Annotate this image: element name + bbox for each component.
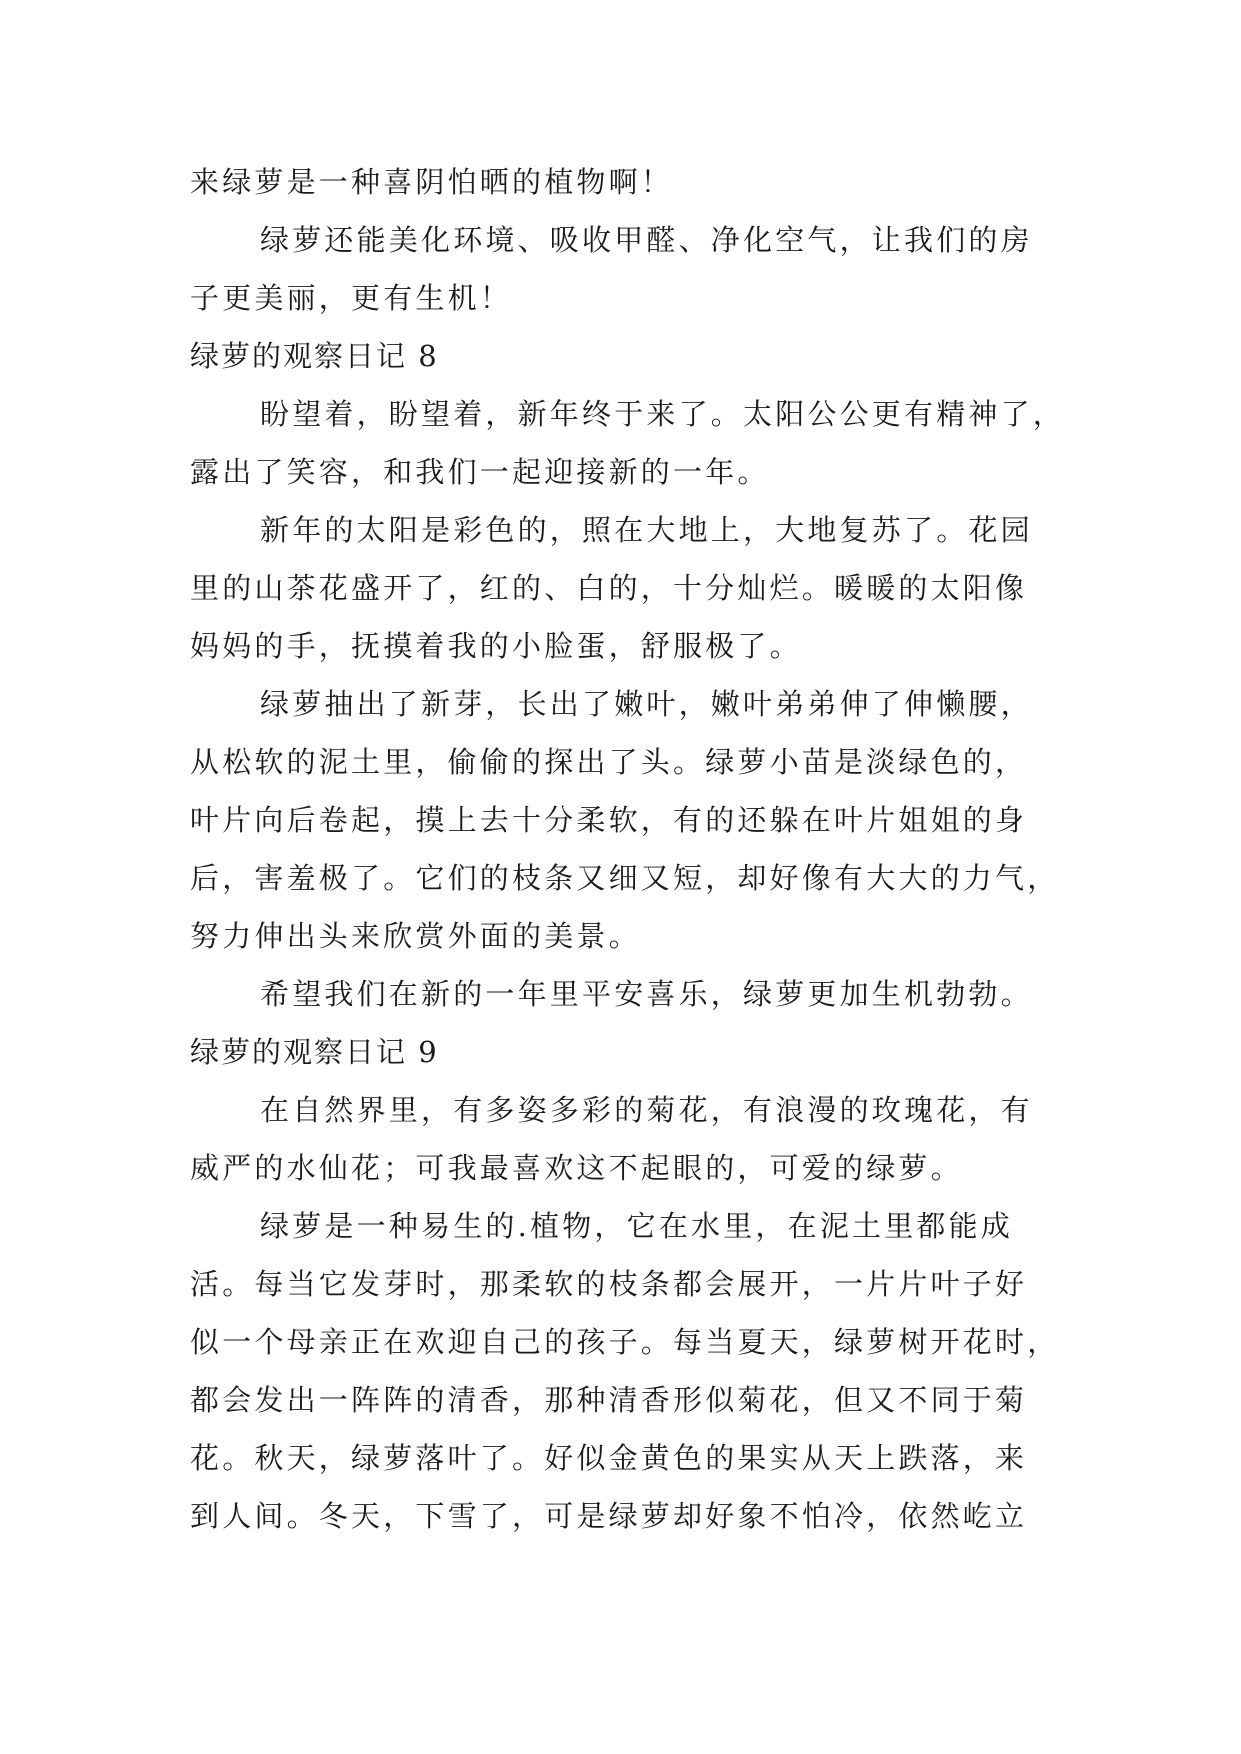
body-line: 到人间。冬天，下雪了，可是绿萝却好象不怕冷，依然屹立: [190, 1499, 1028, 1533]
body-line: 子更美丽，更有生机！: [190, 281, 513, 315]
body-line: 活。每当它发芽时，那柔软的枝条都会展开，一片片叶子好: [190, 1267, 1028, 1301]
section-heading-8: 绿萝的观察日记 8: [190, 339, 439, 373]
paragraph-first-line: 盼望着，盼望着，新年终于来了。太阳公公更有精神了，: [260, 397, 1066, 431]
body-line: 来绿萝是一种喜阴怕晒的植物啊！: [190, 165, 674, 199]
body-line: 妈妈的手，抚摸着我的小脸蛋，舒服极了。: [190, 629, 802, 663]
paragraph-first-line: 在自然界里，有多姿多彩的菊花，有浪漫的玫瑰花，有: [260, 1093, 1033, 1127]
paragraph-first-line: 希望我们在新的一年里平安喜乐，绿萝更加生机勃勃。: [260, 977, 1033, 1011]
paragraph-first-line: 绿萝抽出了新芽，长出了嫩叶，嫩叶弟弟伸了伸懒腰，: [260, 687, 1033, 721]
body-line: 叶片向后卷起，摸上去十分柔软，有的还躲在叶片姐姐的身: [190, 803, 1028, 837]
body-line: 威严的水仙花；可我最喜欢这不起眼的，可爱的绿萝。: [190, 1151, 963, 1185]
body-line: 花。秋天，绿萝落叶了。好似金黄色的果实从天上跌落，来: [190, 1441, 1028, 1475]
body-line: 露出了笑容，和我们一起迎接新的一年。: [190, 455, 770, 489]
body-line: 努力伸出头来欣赏外面的美景。: [190, 919, 641, 953]
paragraph-first-line: 新年的太阳是彩色的，照在大地上，大地复苏了。花园: [260, 513, 1033, 547]
document-body: [190, 153, 1066, 1545]
body-line: 都会发出一阵阵的清香，那种清香形似菊花，但又不同于菊: [190, 1383, 1028, 1417]
paragraph-first-line: 绿萝是一种易生的.植物，它在水里，在泥土里都能成: [260, 1209, 1014, 1243]
paragraph-first-line: 绿萝还能美化环境、吸收甲醛、净化空气，让我们的房: [260, 223, 1033, 257]
body-line: 后，害羞极了。它们的枝条又细又短，却好像有大大的力气，: [190, 861, 1060, 895]
body-line: 里的山茶花盛开了，红的、白的，十分灿烂。暖暖的太阳像: [190, 571, 1028, 605]
section-heading-9: 绿萝的观察日记 9: [190, 1035, 439, 1069]
body-line: 似一个母亲正在欢迎自己的孩子。每当夏天，绿萝树开花时，: [190, 1325, 1060, 1359]
body-line: 从松软的泥土里，偷偷的探出了头。绿萝小苗是淡绿色的，: [190, 745, 1028, 779]
